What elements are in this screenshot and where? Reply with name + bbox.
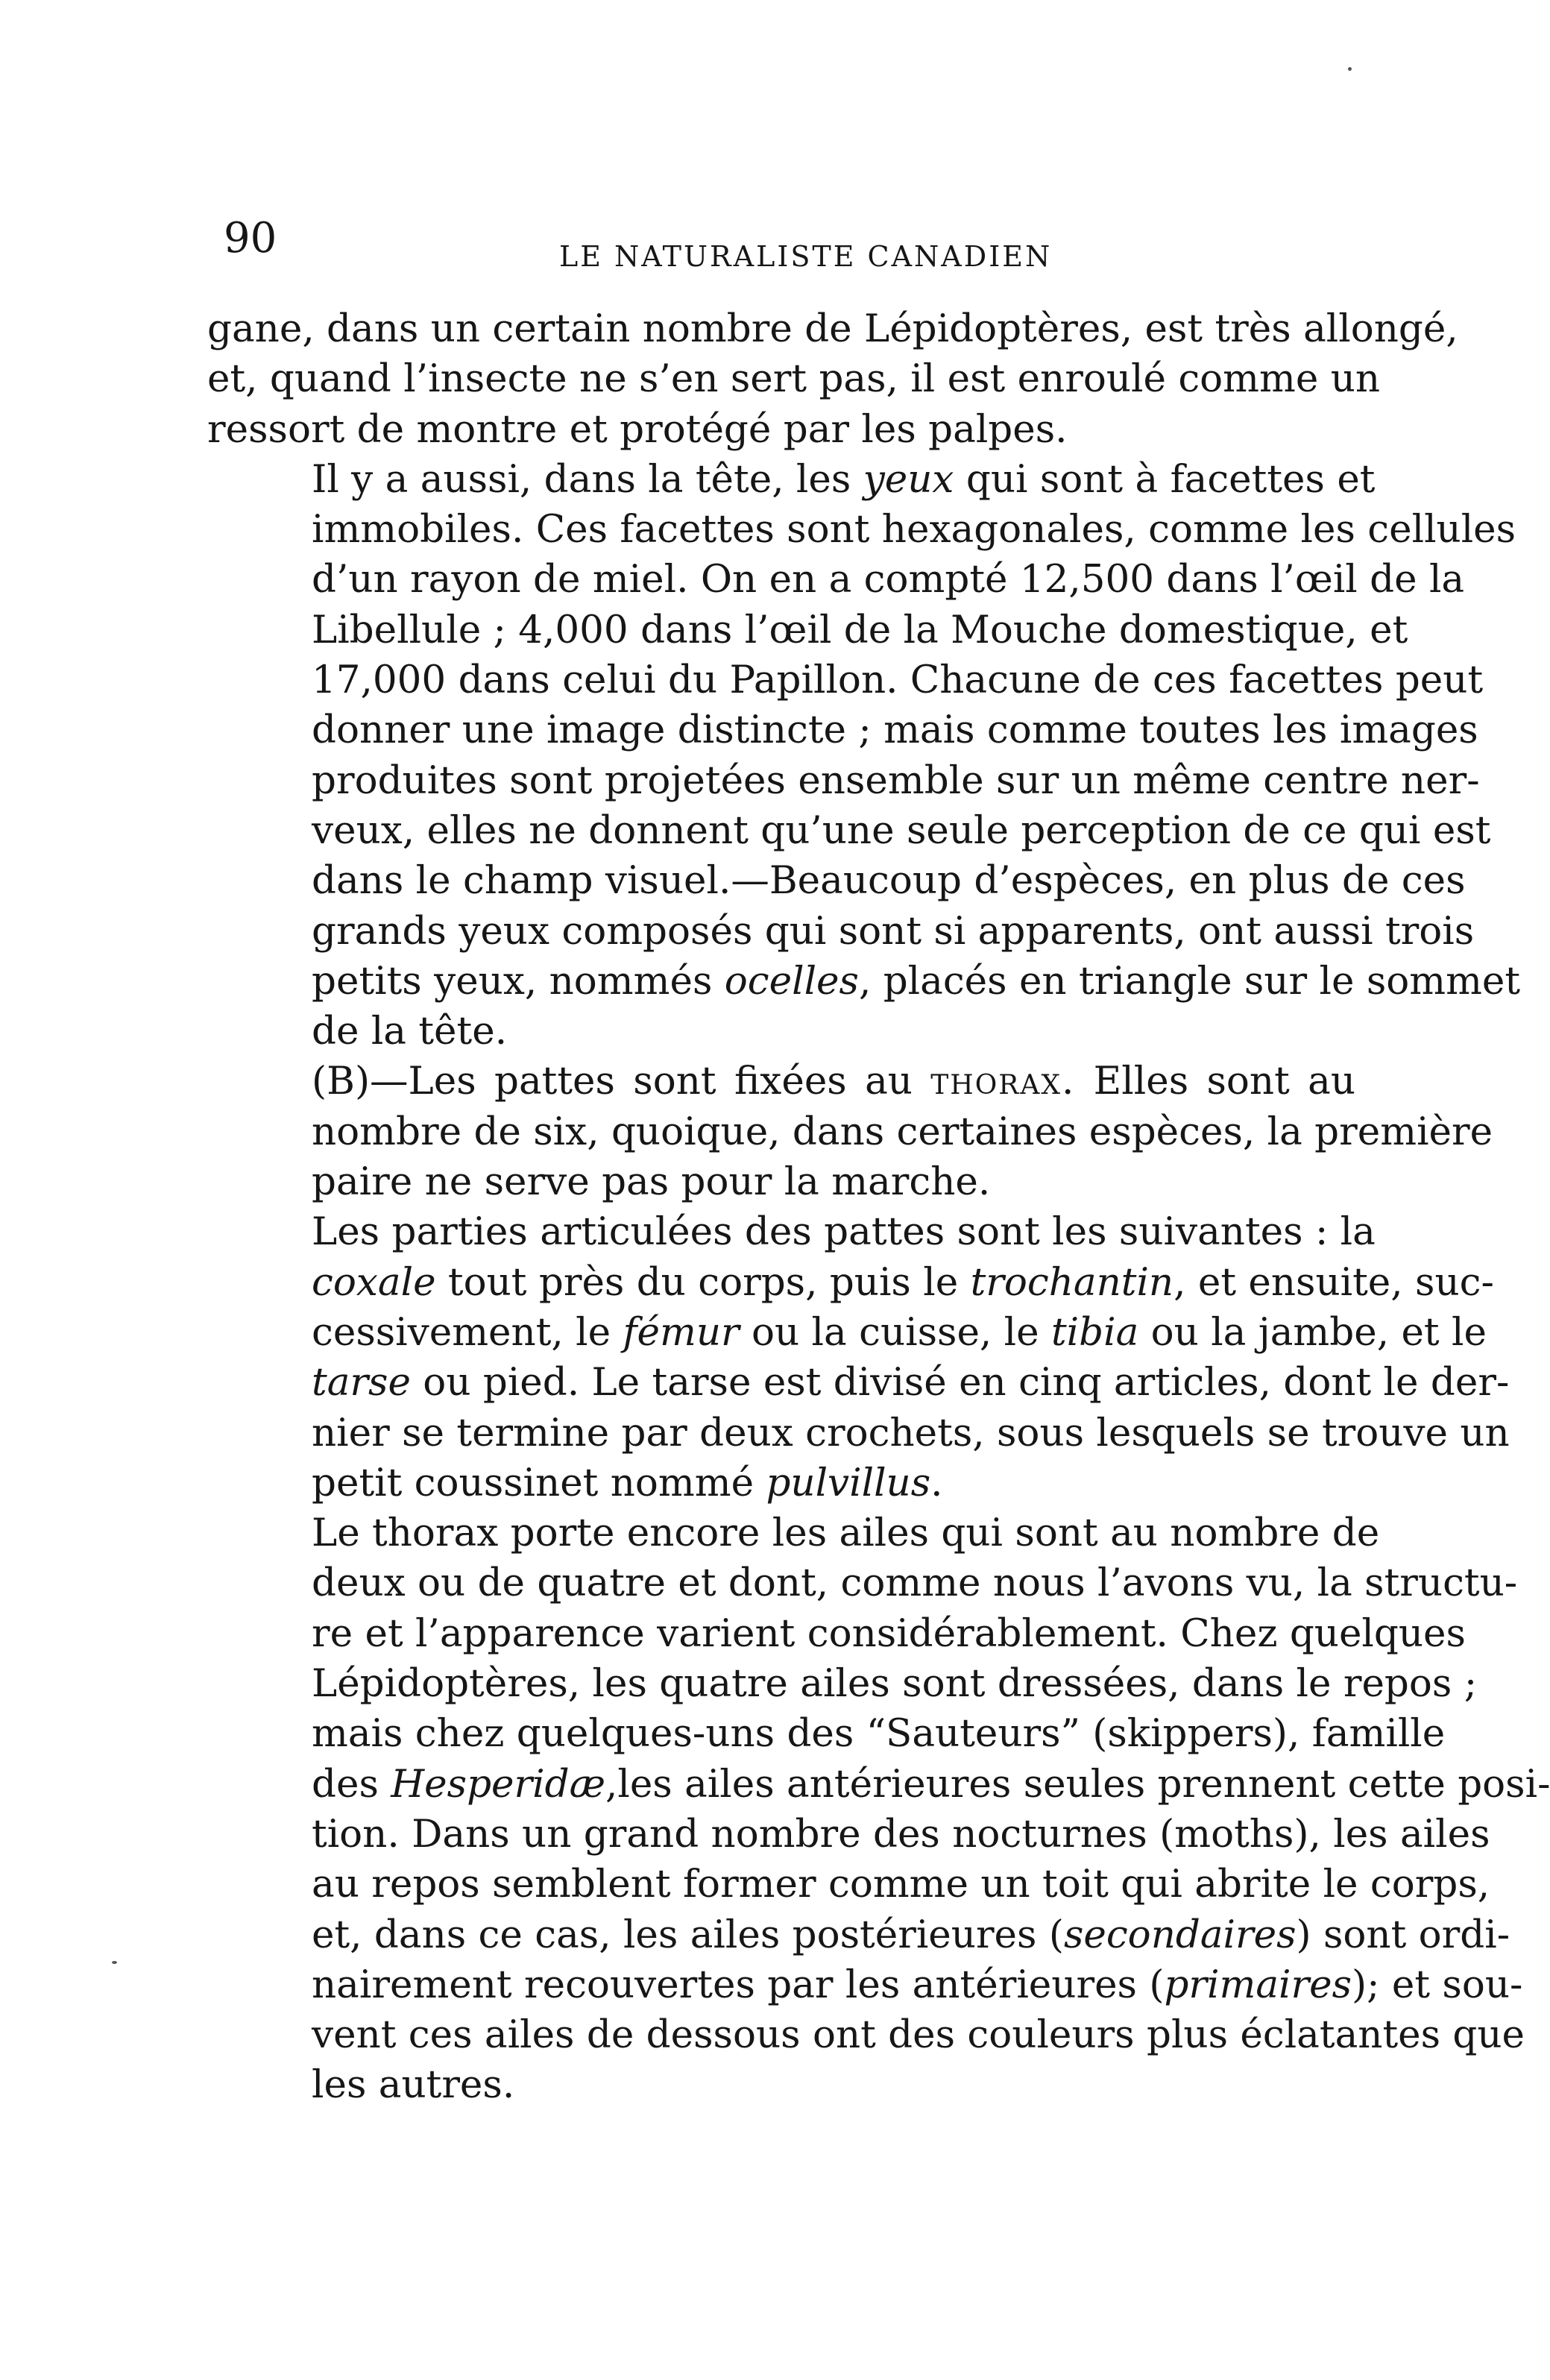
- paragraph: [207, 1057, 1493, 1207]
- italic-term: Hesperidæ: [391, 1761, 605, 1807]
- italic-term: secondaires: [1063, 1912, 1297, 1957]
- body-text: [207, 304, 1550, 2111]
- italic-term: pulvillus: [766, 1460, 931, 1505]
- text-line: au repos semblent former comme un toit qui abrite le corps,: [312, 1862, 1490, 1907]
- page-number: 90: [224, 214, 277, 262]
- italic-term: ocelles: [724, 958, 859, 1004]
- text-line: donner une image distincte ; mais comme toutes les images: [312, 708, 1478, 753]
- text-line: Lépidoptères, les quatre ailes sont dressées, dans le repos ;: [312, 1661, 1478, 1707]
- text-line: nombre de six, quoique, dans certaines espèces, la première: [312, 1109, 1493, 1154]
- paragraph: [207, 1207, 1510, 1508]
- text-line: produites sont projetées ensemble sur un même centre ner-: [312, 758, 1480, 803]
- paragraph: [207, 1508, 1550, 2111]
- text-line: immobiles. Ces facettes sont hexagonales, comme les cellules: [312, 507, 1516, 552]
- italic-term: fémur: [623, 1309, 740, 1355]
- text-line: re et l’apparence varient considérablement. Chez quelques: [312, 1611, 1466, 1656]
- text-line: de la tête.: [312, 1009, 508, 1054]
- text-line: tion. Dans un grand nombre des nocturnes (moths), les ailes: [312, 1811, 1490, 1857]
- text-line: d’un rayon de miel. On en a compté 12,500 dans l’œil de la: [312, 557, 1465, 602]
- italic-term: trochantin: [970, 1259, 1174, 1305]
- text-line: Les parties articulées des pattes sont les suivantes : la: [312, 1209, 1376, 1255]
- text-line: tarse ou pied. Le tarse est divisé en cinq articles, dont le der-: [312, 1360, 1510, 1405]
- italic-term: tibia: [1050, 1309, 1139, 1355]
- paragraph: [207, 304, 1458, 455]
- text-line: petit coussinet nommé pulvillus.: [312, 1460, 943, 1505]
- italic-term: yeux: [863, 456, 954, 502]
- text-line: petits yeux, nommés ocelles, placés en triangle sur le sommet: [312, 958, 1521, 1004]
- paragraph: [207, 455, 1521, 1057]
- text-line: cessivement, le fémur ou la cuisse, le tibia ou la jambe, et le: [312, 1309, 1487, 1355]
- print-speck: [1348, 67, 1352, 71]
- text-line: Le thorax porte encore les ailes qui sont au nombre de: [312, 1511, 1380, 1556]
- page-header: [224, 212, 1357, 280]
- text-line: et, quand l’insecte ne s’en sert pas, il est enroulé comme un: [207, 356, 1381, 402]
- text-line: mais chez quelques-uns des “Sauteurs” (skippers), famille: [312, 1711, 1446, 1757]
- text-line: coxale tout près du corps, puis le trochantin, et ensuite, suc-: [312, 1259, 1494, 1305]
- text-line: les autres.: [312, 2062, 515, 2108]
- print-speck: [112, 1961, 117, 1964]
- italic-term: coxale: [312, 1259, 436, 1305]
- text-line: 17,000 dans celui du Papillon. Chacune de ces facettes peut: [312, 658, 1484, 703]
- text-line: nairement recouvertes par les antérieures (primaires); et sou-: [312, 1962, 1523, 2007]
- italic-term: tarse: [312, 1360, 411, 1405]
- text-line: nier se termine par deux crochets, sous lesquels se trouve un: [312, 1410, 1510, 1455]
- small-caps-term: thorax.: [930, 1059, 1076, 1104]
- text-line: veux, elles ne donnent qu’une seule perception de ce qui est: [312, 808, 1491, 853]
- text-line: paire ne serve pas pour la marche.: [312, 1159, 991, 1205]
- text-line: Libellule ; 4,000 dans l’œil de la Mouche domestique, et: [312, 607, 1408, 652]
- text-line: (B)—Les pattes sont fixées au thorax. Elles sont au: [312, 1059, 1355, 1104]
- text-line: gane, dans un certain nombre de Lépidoptères, est très allongé,: [207, 306, 1458, 351]
- text-line: Il y a aussi, dans la tête, les yeux qui sont à facettes et: [312, 456, 1376, 502]
- text-line: grands yeux composés qui sont si apparents, ont aussi trois: [312, 908, 1475, 954]
- text-line: et, dans ce cas, les ailes postérieures (secondaires) sont ordi-: [312, 1912, 1510, 1957]
- italic-term: primaires: [1164, 1962, 1352, 2007]
- text-line: des Hesperidæ,les ailes antérieures seules prennent cette posi-: [312, 1761, 1550, 1807]
- text-line: dans le champ visuel.—Beaucoup d’espèces, en plus de ces: [312, 858, 1466, 904]
- text-line: vent ces ailes de dessous ont des couleurs plus éclatantes que: [312, 2012, 1525, 2058]
- running-title: LE NATURALISTE CANADIEN: [559, 240, 1053, 273]
- text-line: ressort de montre et protégé par les palpes.: [207, 406, 1068, 452]
- text-line: deux ou de quatre et dont, comme nous l’avons vu, la structu-: [312, 1561, 1518, 1606]
